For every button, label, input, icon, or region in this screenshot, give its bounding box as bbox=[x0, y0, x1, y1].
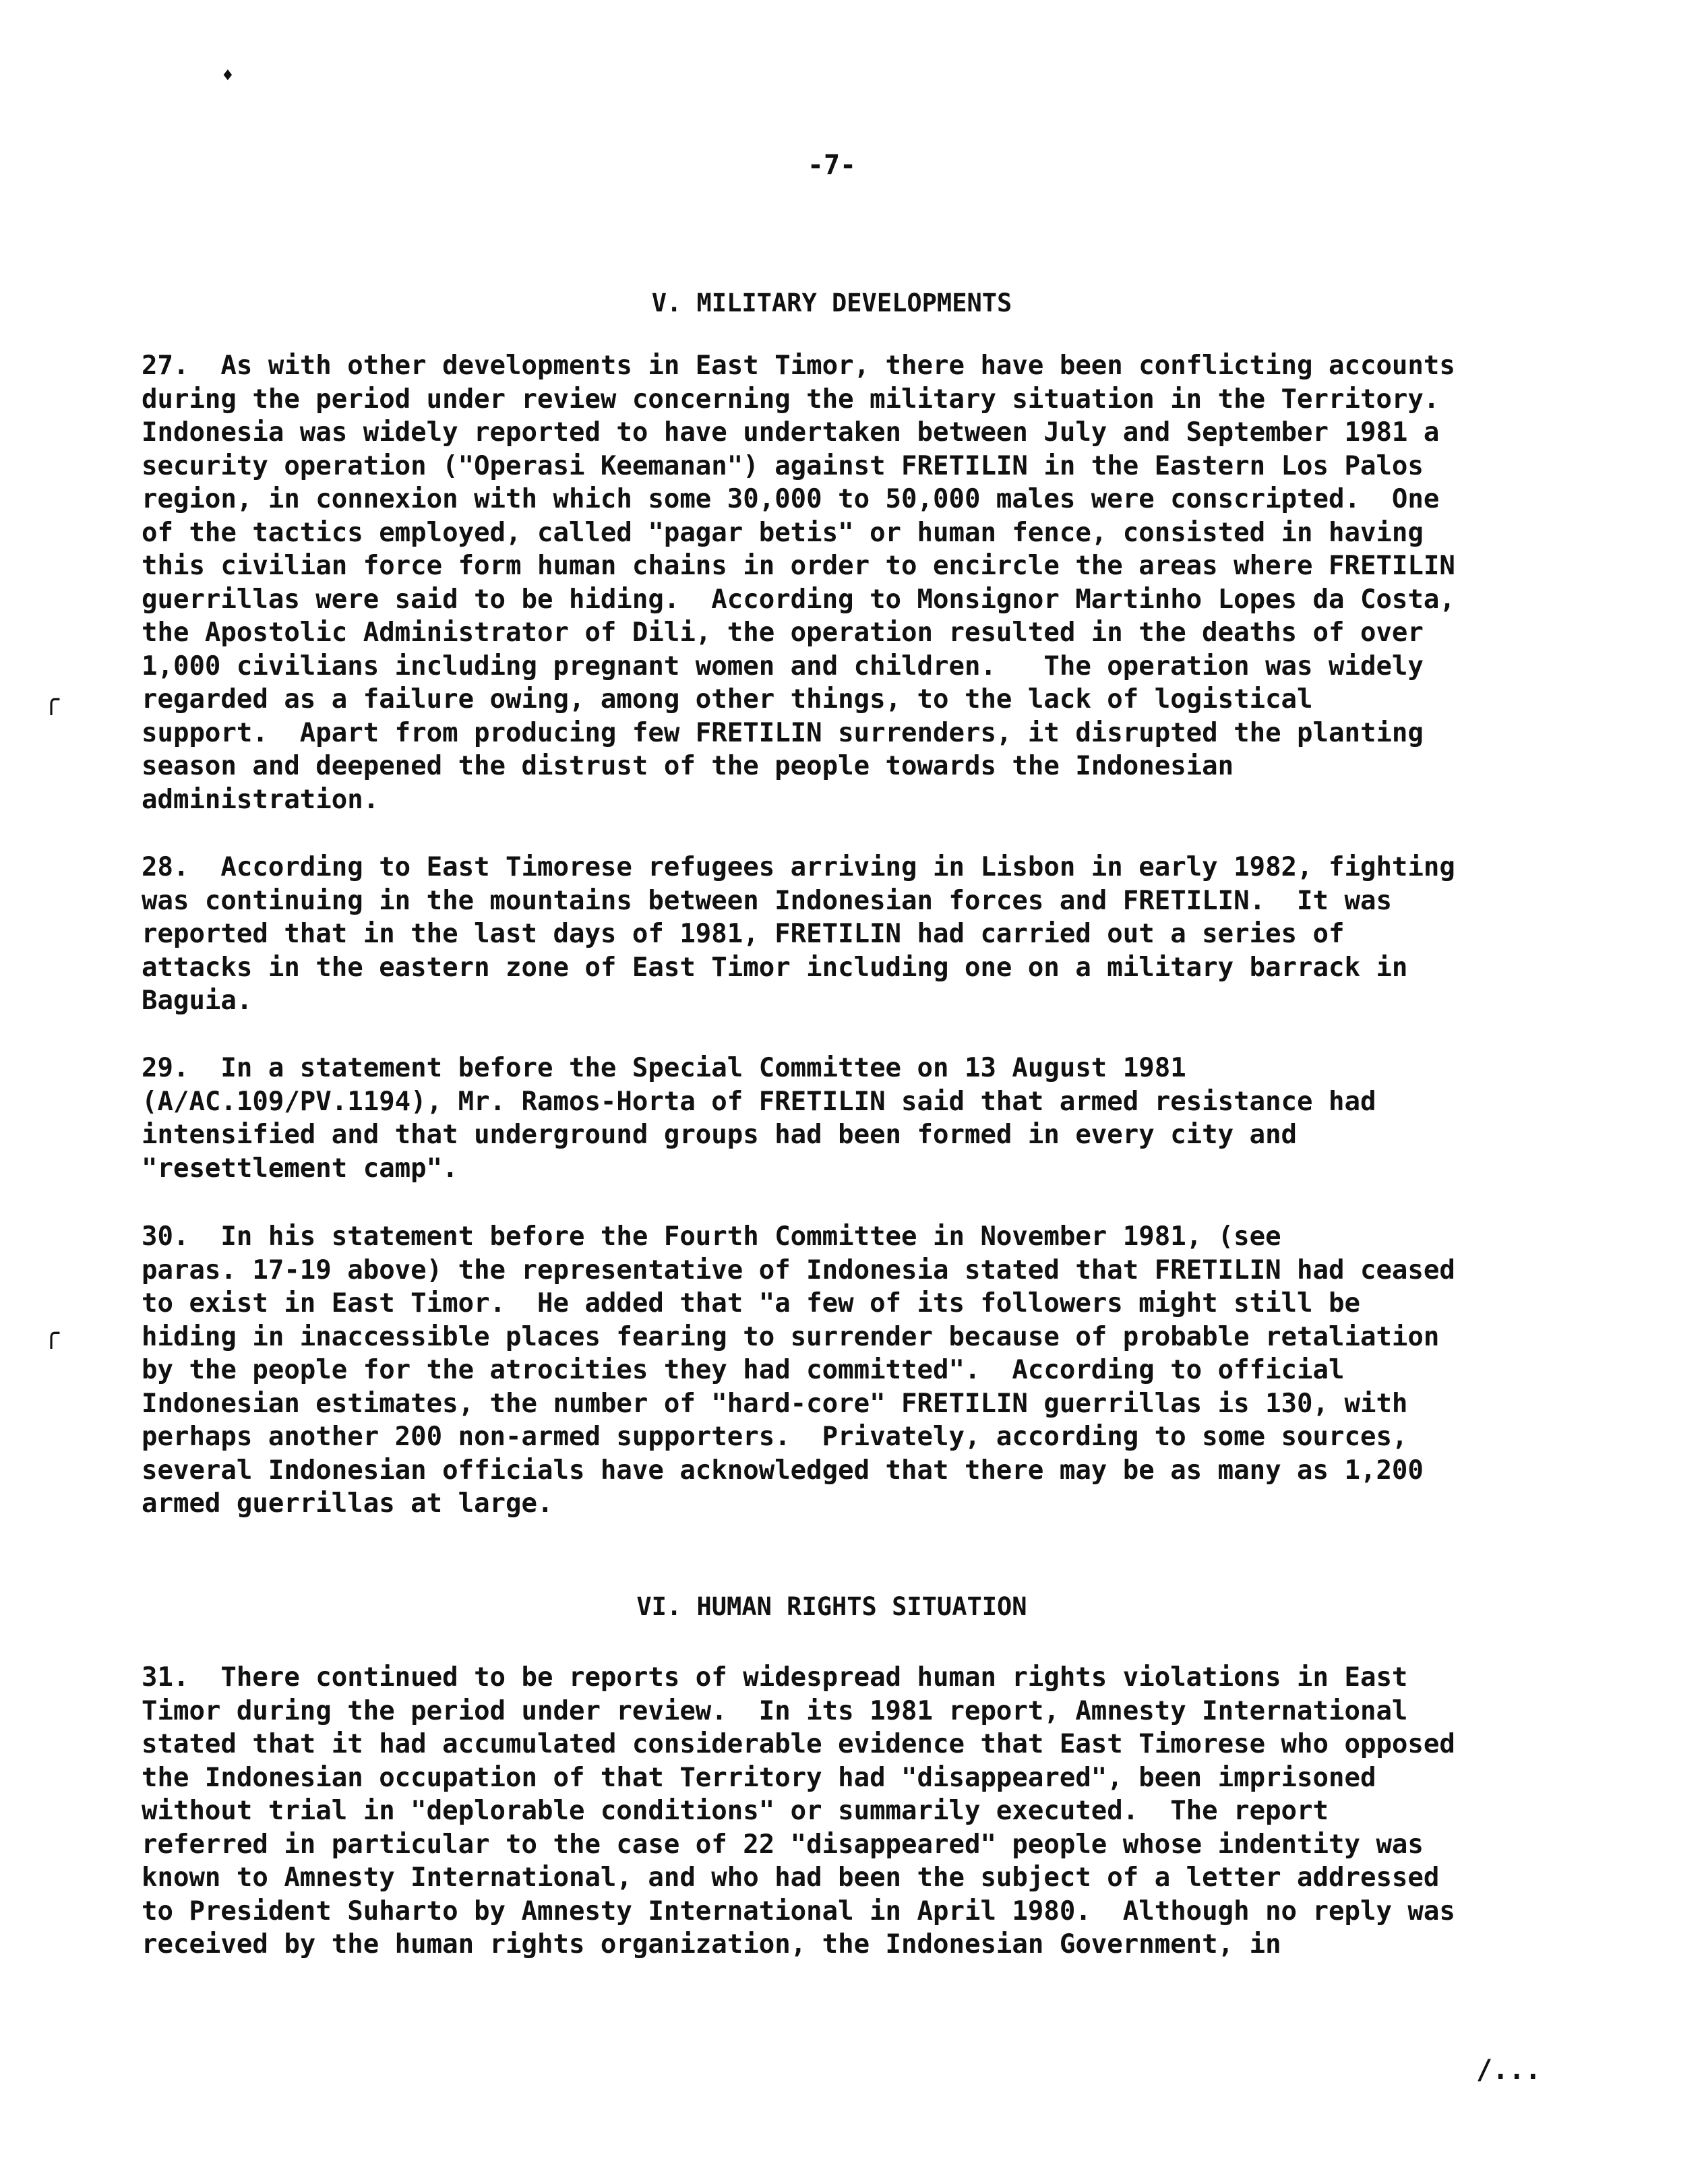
text-line: regarded as a failure owing, among other things, to the lack of logistical bbox=[142, 684, 1313, 715]
text-line: armed guerrillas at large. bbox=[142, 1488, 553, 1519]
text-line: security operation ("Operasi Keemanan") against FRETILIN in the Eastern Los Palos bbox=[142, 450, 1424, 481]
text-line: this civilian force form human chains in order to encircle the areas where FRETILIN bbox=[142, 551, 1455, 581]
paragraph-30 bbox=[142, 1220, 1591, 1521]
text-line: paras. 17-19 above) the representative of Indonesia stated that FRETILIN had ceased bbox=[142, 1254, 1455, 1285]
paragraph-27 bbox=[142, 349, 1591, 816]
margin-tick-2: ╭ bbox=[43, 1318, 60, 1349]
text-line: intensified and that underground groups had been formed in every city and bbox=[142, 1120, 1298, 1150]
text-line: region, in connexion with which some 30,000 to 50,000 males were conscripted. One bbox=[142, 484, 1440, 514]
text-line: Timor during the period under review. In its 1981 report, Amnesty International bbox=[142, 1695, 1408, 1726]
text-line: was continuing in the mountains between Indonesian forces and FRETILIN. It was bbox=[142, 885, 1392, 916]
text-line: administration. bbox=[142, 784, 379, 815]
text-line: several Indonesian officials have acknowledged that there may be as many as 1,200 bbox=[142, 1455, 1424, 1486]
text-line: stated that it had accumulated considerable evidence that East Timorese who opposed bbox=[142, 1729, 1455, 1759]
text-line: guerrillas were said to be hiding. According to Monsignor Martinho Lopes da Costa, bbox=[142, 584, 1455, 615]
text-line: Indonesian estimates, the number of "hard-core" FRETILIN guerrillas is 130, with bbox=[142, 1388, 1408, 1419]
scan-mark-top: ♦ bbox=[221, 67, 235, 84]
text-line: to President Suharto by Amnesty International in April 1980. Although no reply was bbox=[142, 1895, 1455, 1927]
text-line: Baguia. bbox=[142, 985, 253, 1016]
text-line: without trial in "deplorable conditions" or summarily executed. The report bbox=[142, 1796, 1329, 1826]
text-line: hiding in inaccessible places fearing to surrender because of probable retaliation bbox=[142, 1321, 1440, 1352]
text-line: reported that in the last days of 1981, FRETILIN had carried out a series of bbox=[142, 919, 1345, 949]
text-line: the Apostolic Administrator of Dili, the operation resulted in the deaths of over bbox=[142, 617, 1424, 648]
text-line: known to Amnesty International, and who had been the subject of a letter addressed bbox=[142, 1862, 1440, 1893]
section-heading-human-rights: VI. HUMAN RIGHTS SITUATION bbox=[636, 1592, 1027, 1621]
text-line: referred in particular to the case of 22 "disappeared" people whose indentity was bbox=[142, 1829, 1424, 1860]
text-line: season and deepened the distrust of the people towards the Indonesian bbox=[142, 751, 1234, 781]
text-line: 27. As with other developments in East Timor, there have been conflicting accounts bbox=[142, 351, 1455, 381]
text-line: (A/AC.109/PV.1194), Mr. Ramos-Horta of FRETILIN said that armed resistance had bbox=[142, 1086, 1376, 1117]
text-line: 1,000 civilians including pregnant women and children. The operation was widely bbox=[142, 650, 1424, 681]
text-line: 30. In his statement before the Fourth Committee in November 1981, (see bbox=[142, 1221, 1281, 1252]
text-line: received by the human rights organization, the Indonesian Government, in bbox=[142, 1929, 1281, 1960]
text-line: Indonesia was widely reported to have undertaken between July and September 1981 a bbox=[142, 417, 1440, 448]
text-line: 31. There continued to be reports of widespread human rights violations in East bbox=[142, 1662, 1408, 1693]
text-line: 28. According to East Timorese refugees arriving in Lisbon in early 1982, fighting bbox=[142, 852, 1455, 882]
text-line: "resettlement camp". bbox=[142, 1153, 458, 1184]
text-line: attacks in the eastern zone of East Timor including one on a military barrack in bbox=[142, 952, 1408, 983]
text-line: during the period under review concerning the military situation in the Territory. bbox=[142, 384, 1440, 415]
text-line: of the tactics employed, called "pagar betis" or human fence, consisted in having bbox=[142, 517, 1424, 548]
text-line: the Indonesian occupation of that Territory had "disappeared", been imprisoned bbox=[142, 1762, 1376, 1793]
page-number: -7- bbox=[807, 150, 857, 181]
text-line: by the people for the atrocities they had committed". According to official bbox=[142, 1355, 1345, 1385]
paragraph-31 bbox=[142, 1661, 1591, 1962]
text-line: support. Apart from producing few FRETILIN surrenders, it disrupted the planting bbox=[142, 717, 1424, 748]
section-heading-military: V. MILITARY DEVELOPMENTS bbox=[651, 289, 1012, 317]
paragraph-28 bbox=[142, 851, 1591, 1018]
text-line: to exist in East Timor. He added that "a few of its followers might still be bbox=[142, 1288, 1360, 1318]
continuation-marker: /... bbox=[1476, 2055, 1542, 2086]
text-line: perhaps another 200 non-armed supporters. Privately, according to some sources, bbox=[142, 1422, 1408, 1452]
margin-tick-1: ╭ bbox=[43, 684, 60, 715]
text-line: 29. In a statement before the Special Committee on 13 August 1981 bbox=[142, 1053, 1186, 1083]
paragraph-29 bbox=[142, 1052, 1591, 1185]
